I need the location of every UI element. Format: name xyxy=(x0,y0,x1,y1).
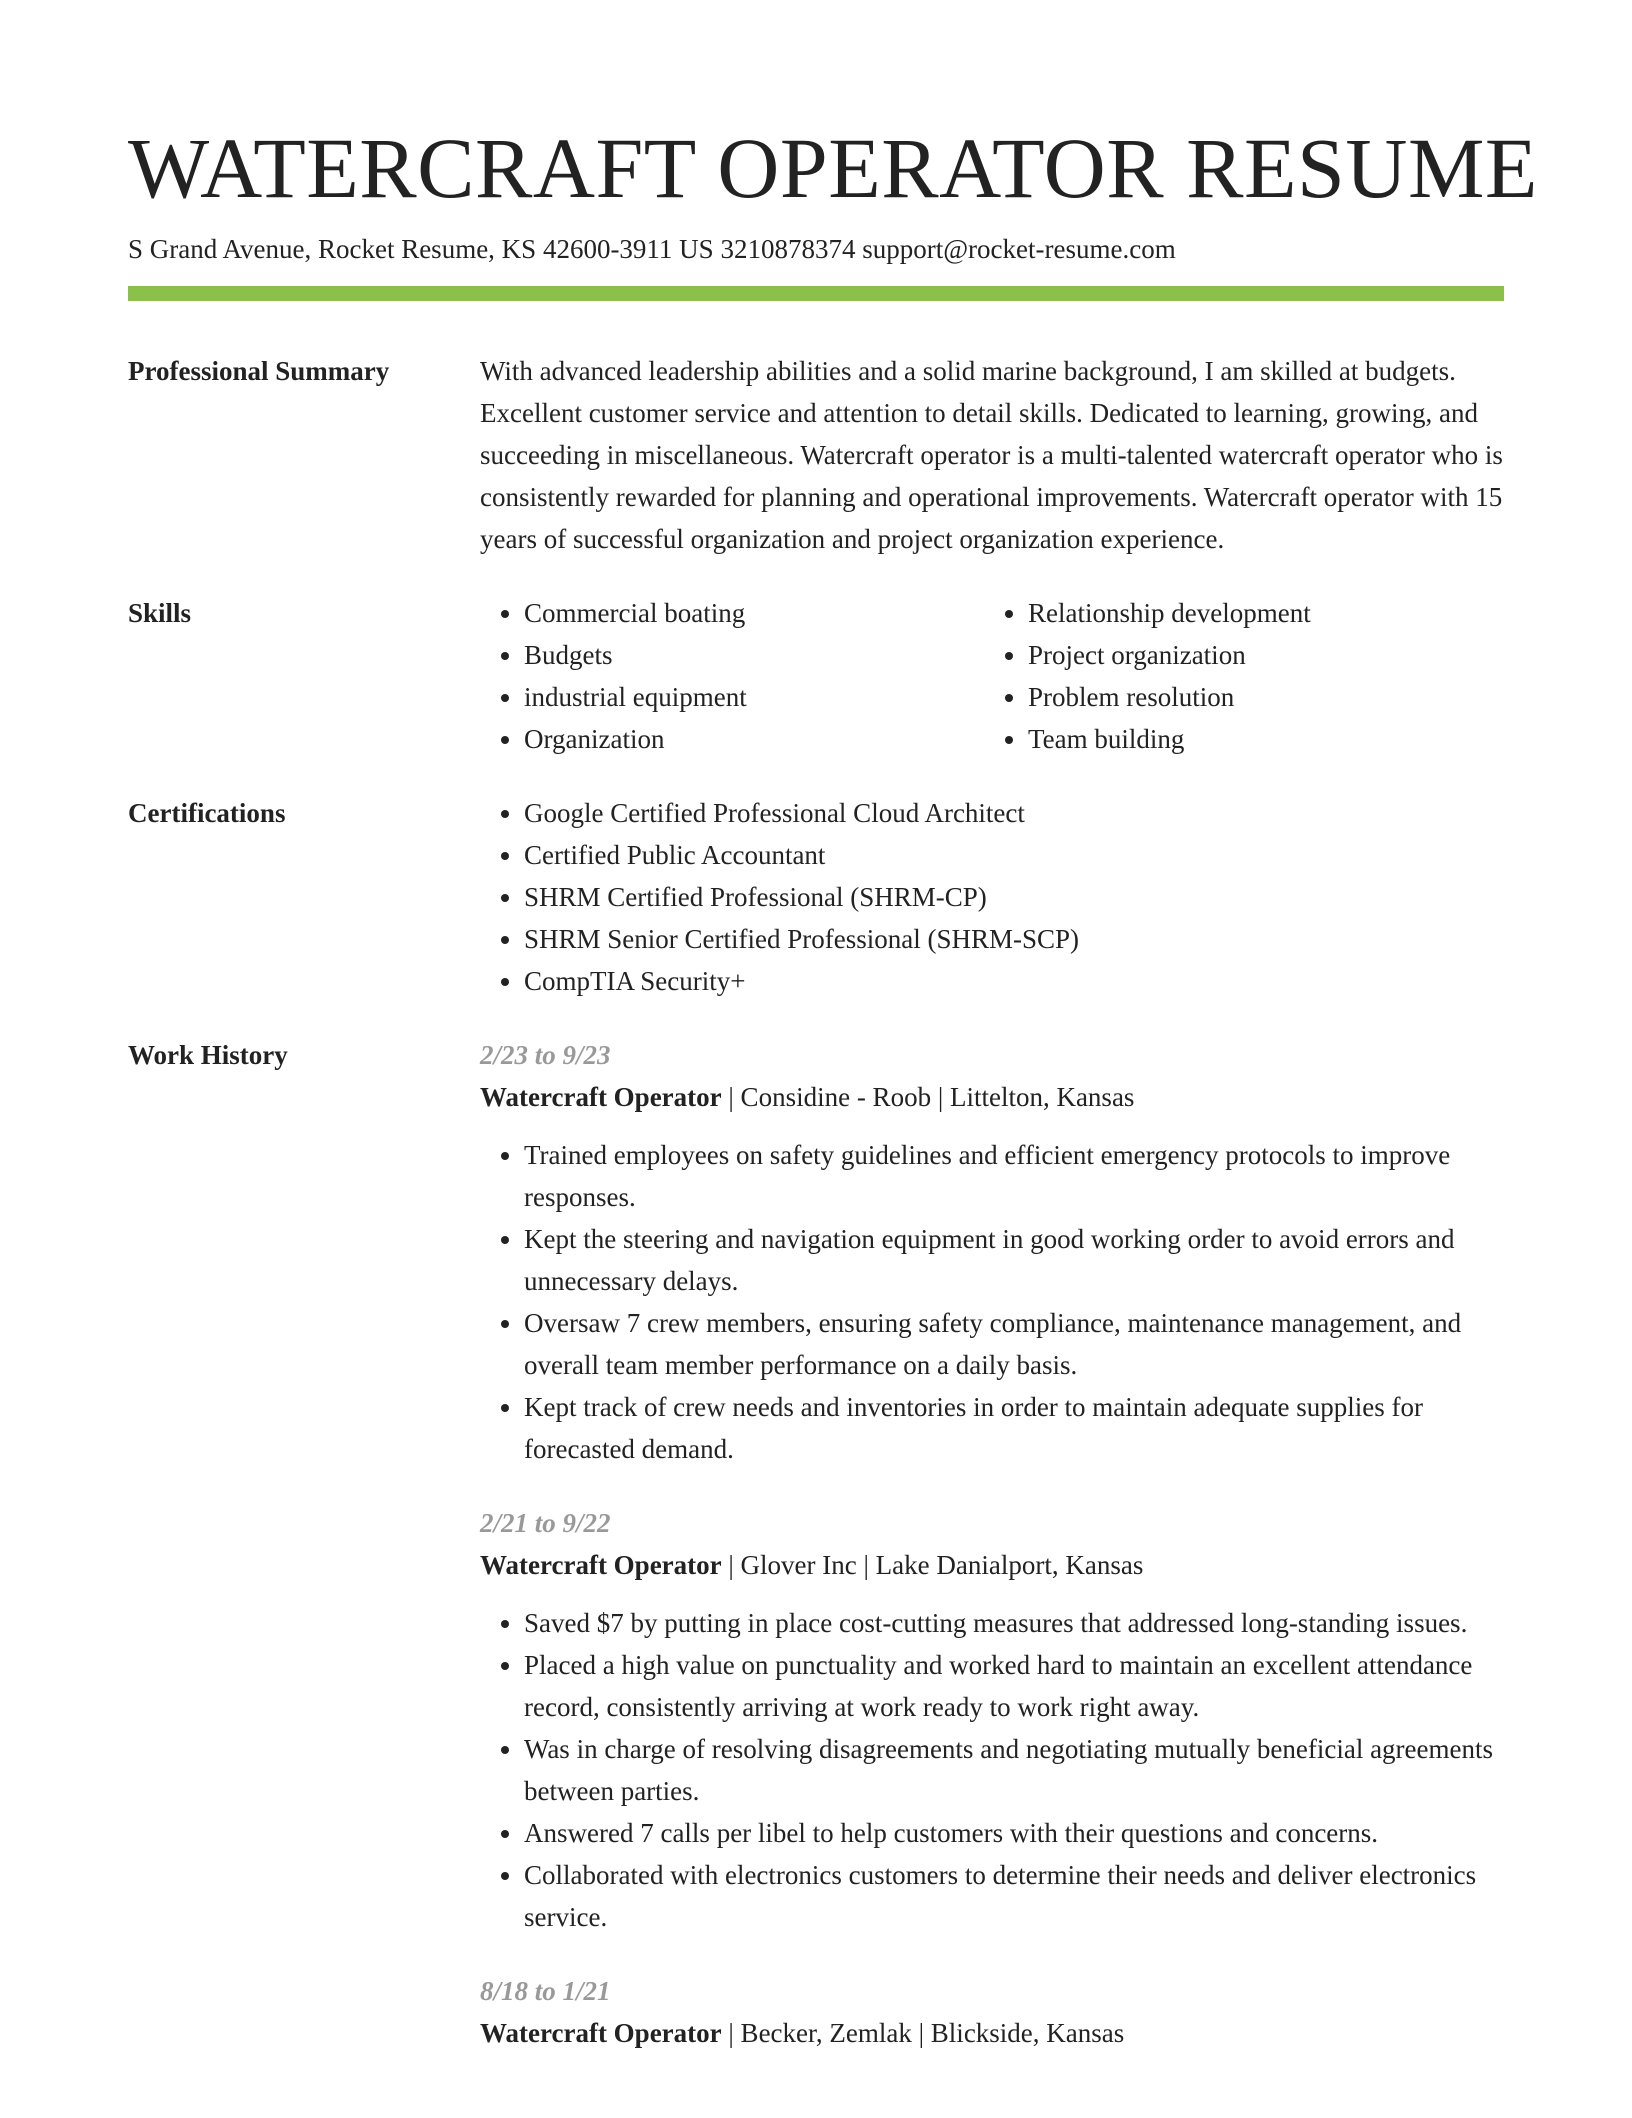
certifications-label: Certifications xyxy=(128,798,286,828)
work-history-label: Work History xyxy=(128,1040,288,1070)
job-bullet: • Oversaw 7 crew members, ensuring safety compliance, maintenance management, and overall team member performance on a daily basis. xyxy=(524,1302,1504,1386)
certification-item: • Google Certified Professional Cloud Architect xyxy=(524,792,1504,834)
job-heading xyxy=(480,1076,1504,1118)
job-bullet: • Trained employees on safety guidelines and efficient emergency protocols to improve responses. xyxy=(524,1134,1504,1218)
resume-title: WATERCRAFT OPERATOR RESUME xyxy=(128,120,1538,216)
certification-item: • SHRM Certified Professional (SHRM-CP) xyxy=(524,876,1504,918)
job-entry xyxy=(480,1970,1504,2054)
job-bullets xyxy=(480,1602,1504,1938)
job-bullets xyxy=(480,1134,1504,1470)
skill-item: • Commercial boating xyxy=(524,592,984,634)
summary-label: Professional Summary xyxy=(128,356,390,386)
job-date: 2/21 to 9/22 xyxy=(480,1508,611,1538)
job-heading xyxy=(480,2012,1504,2054)
skill-item: • Relationship development xyxy=(1028,592,1488,634)
skill-item: • Team building xyxy=(1028,718,1488,760)
certifications-list xyxy=(480,792,1504,1002)
skill-item: • industrial equipment xyxy=(524,676,984,718)
job-details: | Glover Inc | Lake Danialport, Kansas xyxy=(721,1550,1144,1580)
summary-section xyxy=(128,350,1504,560)
contact-info: S Grand Avenue, Rocket Resume, KS 42600-3911 US 3210878374 support@rocket-resume.com xyxy=(128,234,1176,264)
job-bullet: • Kept the steering and navigation equipment in good working order to avoid errors and unnecessary delays. xyxy=(524,1218,1504,1302)
job-bullet: • Was in charge of resolving disagreements and negotiating mutually beneficial agreements between parties. xyxy=(524,1728,1504,1812)
job-bullet: • Kept track of crew needs and inventories in order to maintain adequate supplies for forecasted demand. xyxy=(524,1386,1504,1470)
skill-item: • Problem resolution xyxy=(1028,676,1488,718)
job-date: 2/23 to 9/23 xyxy=(480,1040,611,1070)
certification-item: • Certified Public Accountant xyxy=(524,834,1504,876)
job-entry xyxy=(480,1502,1504,1938)
work-history-section xyxy=(128,1034,1504,2086)
skills-list-left xyxy=(480,592,984,760)
job-bullet: • Placed a high value on punctuality and worked hard to maintain an excellent attendance record, consistently arriving at work ready to work right away. xyxy=(524,1644,1504,1728)
job-entry xyxy=(480,1034,1504,1470)
job-date: 8/18 to 1/21 xyxy=(480,1976,611,2006)
summary-text: With advanced leadership abilities and a solid marine background, I am skilled at budgets. Excellent customer service and attention to detail skills. Dedicated to learning, growing, and succeeding in miscellaneous. Watercraft operator is a multi-talented watercraft operator who is consistently rewarded for planning and operational improvements. Watercraft operator with 15 years of successful organization and project organization experience. xyxy=(480,356,1503,554)
job-details: | Considine - Roob | Littelton, Kansas xyxy=(721,1082,1135,1112)
skill-item: • Organization xyxy=(524,718,984,760)
certifications-section xyxy=(128,792,1504,1002)
skill-item: • Project organization xyxy=(1028,634,1488,676)
job-title: Watercraft Operator xyxy=(480,1082,722,1112)
skills-label: Skills xyxy=(128,598,192,628)
job-heading xyxy=(480,1544,1504,1586)
header-divider xyxy=(128,286,1504,301)
skill-item: • Budgets xyxy=(524,634,984,676)
job-details: | Becker, Zemlak | Blickside, Kansas xyxy=(721,2018,1125,2048)
job-title: Watercraft Operator xyxy=(480,1550,722,1580)
job-bullet: • Answered 7 calls per libel to help customers with their questions and concerns. xyxy=(524,1812,1504,1854)
certification-item: • CompTIA Security+ xyxy=(524,960,1504,1002)
job-bullet: • Collaborated with electronics customers to determine their needs and deliver electronics service. xyxy=(524,1854,1504,1938)
certification-item: • SHRM Senior Certified Professional (SHRM-SCP) xyxy=(524,918,1504,960)
job-bullet: • Saved $7 by putting in place cost-cutting measures that addressed long-standing issues. xyxy=(524,1602,1504,1644)
skills-list-right xyxy=(984,592,1488,760)
skills-section xyxy=(128,592,1504,760)
resume-sections xyxy=(128,350,1504,2118)
job-title: Watercraft Operator xyxy=(480,2018,722,2048)
